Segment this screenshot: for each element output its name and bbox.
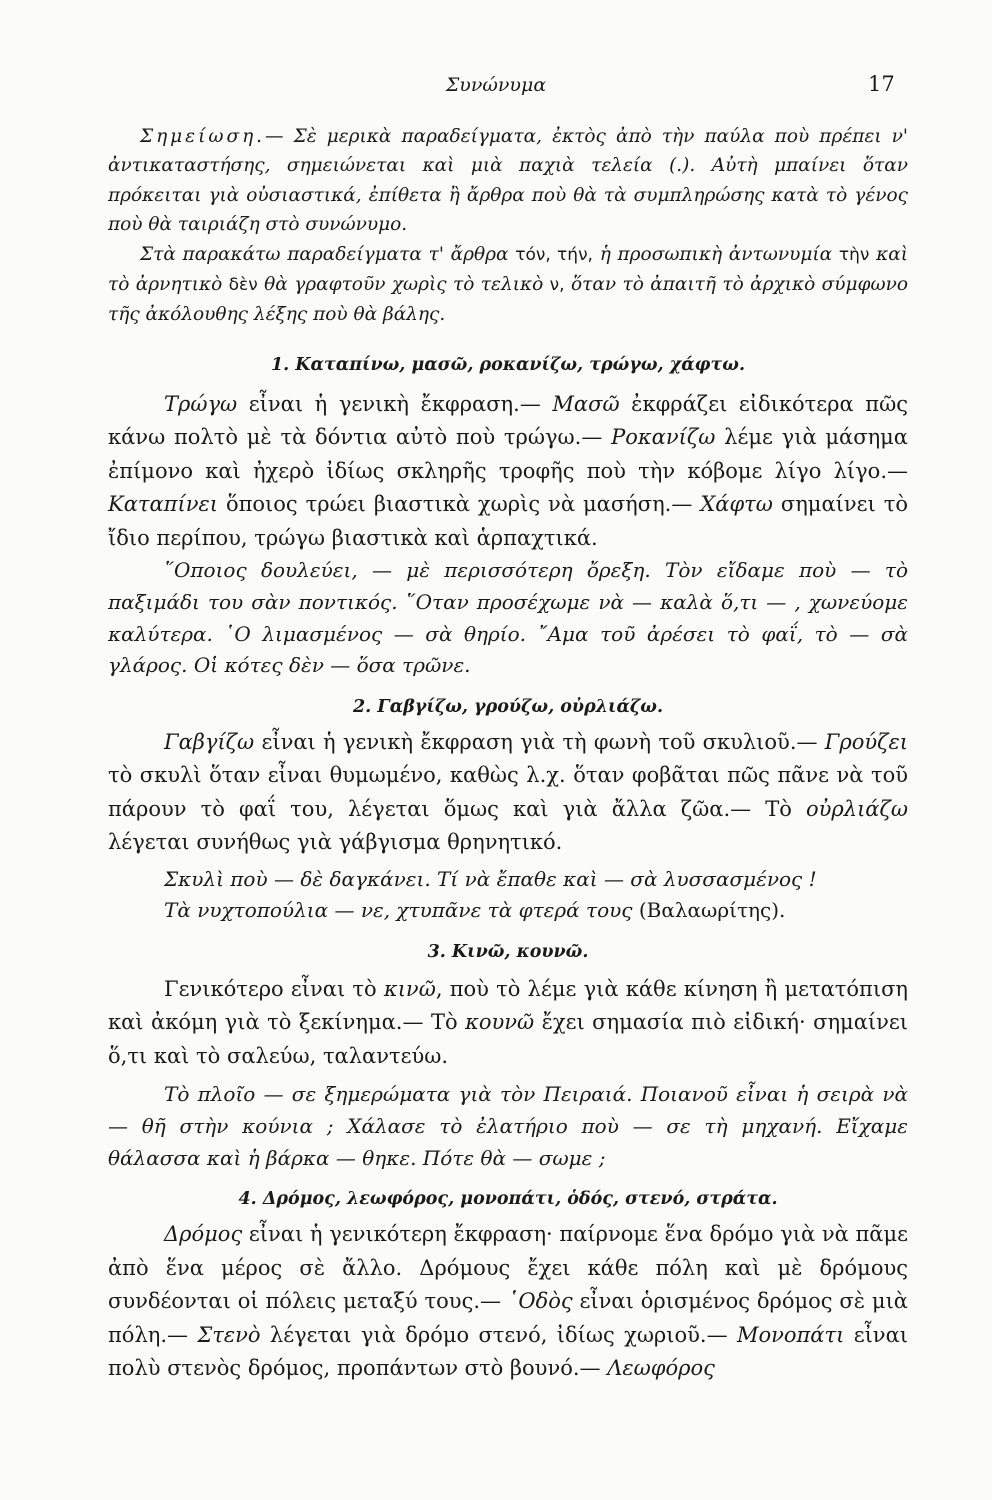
text-run: εἶναι ἡ γενικὴ ἔκφραση γιὰ τὴ φωνὴ τοῦ σκυλιοῦ.— — [254, 729, 825, 754]
text-run: ἐκφράζει εἰδικότερα πῶς κάνω πολτὸ μὲ τὰ δόντια αὐτὸ ποὺ τρώγω.— — [108, 391, 908, 450]
text-run: εἶναι ἡ γενικὴ ἔκφραση.— — [237, 391, 553, 416]
section-text-2 — [108, 726, 908, 860]
page-body — [108, 122, 908, 1386]
text-run: Χάφτω — [700, 492, 773, 517]
text-run: εἶναι πολὺ στενὸς δρόμος, προπάντων στὸ βουνό.— — [108, 1322, 908, 1381]
text-run: σημαίνει τὸ ἴδιο περίπου, τρώγω βιαστικὰ καὶ ἁρπαχτικά. — [108, 492, 908, 550]
section-examples-2: Σκυλὶ ποὺ — δὲ δαγκάνει. Τί νὰ ἔπαθε καὶ — σὰ λυσσασμένος ! Τὰ νυχτοπούλια — νε, χτυπᾶνε τὰ φτερά τους (Βαλαωρίτης). — [164, 866, 817, 923]
text-run: κουνῶ — [465, 1010, 535, 1035]
text-run: Στενὸ — [197, 1322, 261, 1347]
text-run: Τρώγω — [164, 391, 238, 416]
text-run: ῾Οδὸς — [507, 1289, 573, 1314]
section-examples-1: ῞Οποιος δουλεύει, — μὲ περισσότερη ὄρεξη. Τὸν εἴδαμε ποὺ — τὸ παξιμάδι του σὰν ποντικός. ῞Οταν προσέχωμε νὰ — καλὰ ὅ,τι — , χωνεύομε καλύτερα. ῾Ο λιμασμένος — σὰ θηρίο. ῎Αμα τοῦ ἀρέσει τὸ φαΐ, τὸ — σὰ γλάρος. Οἱ κότες δὲν — ὅσα τρῶνε. — [108, 558, 908, 678]
text-run: εἶναι ὁρισμένος δρόμος σὲ μιὰ πόλη.— — [108, 1289, 908, 1347]
section-text-1 — [108, 388, 908, 556]
text-run: Μονοπάτι — [736, 1322, 845, 1347]
text-run: Γενικότερο εἶναι τὸ — [164, 976, 384, 1001]
text-run: κινῶ — [383, 976, 436, 1001]
running-title: Συνώνυμα — [445, 74, 547, 96]
text-run: λέγεται γιὰ δρόμο στενό, ἰδίως χωριοῦ.— — [260, 1322, 737, 1347]
section-heading-3: 3. Κινῶ, κουνῶ. — [427, 941, 589, 962]
text-run: τὸ σκυλὶ ὅταν εἶναι θυμωμένο, καθὼς λ.χ. ὅταν φοβᾶται πῶς πᾶνε νὰ τοῦ πάρουν τὸ φαΐ του, λέγεται ὅμως καὶ γιὰ ἄλλα ζῶα.— Τὸ — [108, 763, 908, 821]
text-run: Καταπίνει — [108, 492, 218, 517]
text-run: Γρούζει — [824, 729, 908, 754]
section-heading-2: 2. Γαβγίζω, γρούζω, οὐρλιάζω. — [352, 696, 664, 717]
text-run: Λεωφόρος — [607, 1356, 715, 1381]
text-run: ἔχει σημασία πιὸ εἰδική· σημαίνει ὅ,τι καὶ τὸ σαλεύω, ταλαντεύω. — [108, 1010, 908, 1068]
section-text-4 — [108, 1218, 908, 1386]
section-heading-1: 1. Καταπίνω, μασῶ, ροκανίζω, τρώγω, χάφτω. — [270, 354, 746, 375]
text-run: Μασῶ — [552, 391, 620, 416]
text-run: ὅποιος τρώει βιαστικὰ χωρὶς νὰ μασήση.— — [217, 492, 701, 517]
text-run: , ποὺ τὸ λέμε γιὰ κάθε κίνηση ἢ μετατόπιση καὶ ἀκόμη γιὰ τὸ ξεκίνημα.— Τὸ — [108, 976, 908, 1035]
note-label: Σημείωση. — [140, 126, 266, 147]
note-block — [108, 122, 908, 330]
note-paragraph-1: Σημείωση.— Σὲ μερικὰ παραδείγματα, ἐκτὸς ἀπὸ τὴν παύλα ποὺ πρέπει ν' ἀντικαταστήσης, σημειώνεται καὶ μιὰ παχιὰ τελεία (.). Αὐτὴ μπαίνει ὅταν πρόκειται γιὰ οὐσιαστικά, ἐπίθετα ἢ ἄρθρα ποὺ θὰ τὰ συμπληρώσης κατὰ τὸ γένος ποὺ θὰ ταιριάζη στὸ συνώνυμο. — [108, 126, 908, 236]
section-text-3 — [108, 973, 908, 1074]
text-run: λέμε γιὰ μάσημα ἐπίμονο καὶ ἠχερὸ ἰδίως σκληρῆς τροφῆς ποὺ τὴν κόβομε λίγο λίγο.— — [108, 425, 908, 483]
text-run: εἶναι ἡ γενικότερη ἔκφραση· παίρνομε ἕνα δρόμο γιὰ νὰ πᾶμε ἀπὸ ἕνα μέρος σὲ ἄλλο. Δρόμους ἔχει κάθε πόλη καὶ μὲ δρόμους συνδέονται οἱ πόλεις μεταξύ τους.— — [108, 1222, 908, 1314]
text-run: Δρόμος — [164, 1222, 243, 1247]
text-run: Γαβγίζω — [164, 729, 255, 754]
page-number: 17 — [868, 72, 895, 96]
section-heading-4: 4. Δρόμος, λεωφόρος, μονοπάτι, ὁδός, στενό, στράτα. — [238, 1189, 778, 1210]
text-run: λέγεται συνήθως γιὰ γάβγισμα θρηνητικό. — [108, 830, 563, 855]
text-run: οὐρλιάζω — [806, 796, 908, 821]
text-run: Ροκανίζω — [611, 425, 716, 450]
note-paragraph-2: Στὰ παρακάτω παραδείγματα τ' ἄρθρα τόν, τήν, ἡ προσωπικὴ ἀντωνυμία τὴν καὶ τὸ ἀρνητικὸ δὲν θὰ γραφτοῦν χωρὶς τὸ τελικὸ ν, ὅταν τὸ ἀπαιτῆ τὸ ἀρχικὸ σύμφωνο τῆς ἀκόλουθης λέξης ποὺ θὰ βάλης. — [108, 243, 908, 326]
section-examples-3: Τὸ πλοῖο — σε ξημερώματα γιὰ τὸν Πειραιά. Ποιανοῦ εἶναι ἡ σειρὰ νὰ — θῆ στὴν κούνια ; Χάλασε τὸ ἐλατήριο ποὺ — σε τὴ μηχανή. Εἴχαμε θάλασσα καὶ ἡ βάρκα — θηκε. Πότε θὰ — σωμε ; — [108, 1082, 908, 1170]
